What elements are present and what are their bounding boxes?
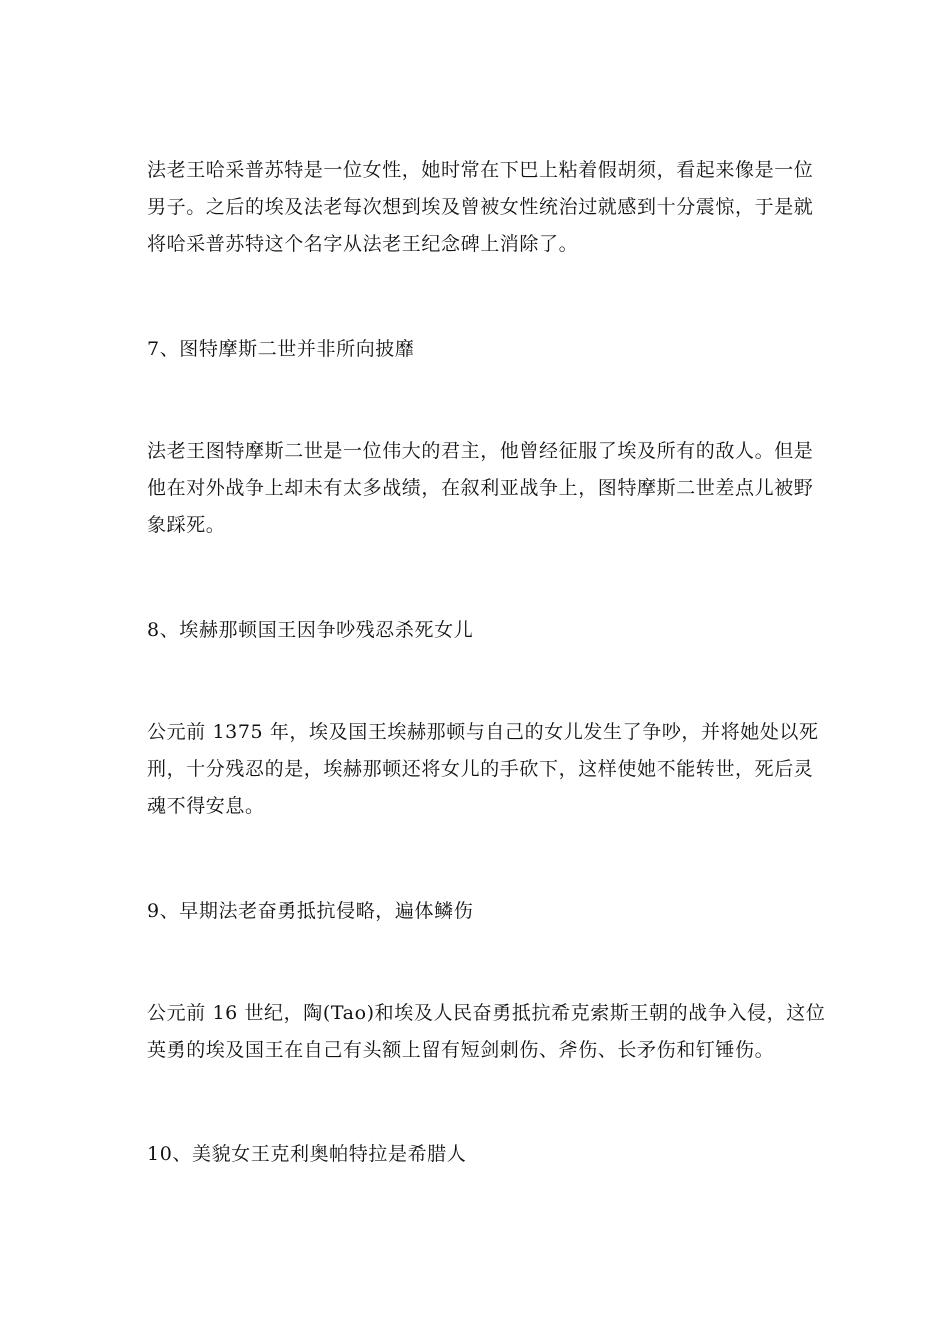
text-line: 魂不得安息。 — [147, 795, 265, 817]
section-heading-8: 8、埃赫那顿国王因争吵残忍杀死女儿 — [147, 619, 474, 641]
paragraph-thutmose — [147, 433, 814, 544]
text-line: 法老王哈采普苏特是一位女性，她时常在下巴上粘着假胡须，看起来像是一位 — [147, 159, 814, 181]
text-line: 男子。之后的埃及法老每次想到埃及曾被女性统治过就感到十分震惊，于是就 — [147, 196, 814, 218]
section-heading-10: 10、美貌女王克利奥帕特拉是希腊人 — [147, 1143, 467, 1165]
section-heading-7: 7、图特摩斯二世并非所向披靡 — [147, 338, 415, 360]
text-line: 象踩死。 — [147, 514, 226, 536]
text-line: 他在对外战争上却未有太多战绩，在叙利亚战争上，图特摩斯二世差点儿被野 — [147, 477, 814, 499]
text-line: 公元前 1375 年，埃及国王埃赫那顿与自己的女儿发生了争吵，并将她处以死 — [147, 721, 819, 743]
text-line: 刑，十分残忍的是，埃赫那顿还将女儿的手砍下，这样使她不能转世，死后灵 — [147, 758, 814, 780]
paragraph-tao — [147, 995, 826, 1069]
section-heading-9: 9、早期法老奋勇抵抗侵略，遍体鳞伤 — [147, 900, 474, 922]
text-line: 公元前 16 世纪，陶(Tao)和埃及人民奋勇抵抗希克索斯王朝的战争入侵，这位 — [147, 1002, 826, 1024]
paragraph-akhenaten — [147, 714, 819, 825]
text-line: 英勇的埃及国王在自己有头额上留有短剑刺伤、斧伤、长矛伤和钉锤伤。 — [147, 1039, 775, 1061]
text-line: 将哈采普苏特这个名字从法老王纪念碑上消除了。 — [147, 233, 579, 255]
text-line: 法老王图特摩斯二世是一位伟大的君主，他曾经征服了埃及所有的敌人。但是 — [147, 440, 814, 462]
paragraph-hatshepsut — [147, 152, 814, 263]
